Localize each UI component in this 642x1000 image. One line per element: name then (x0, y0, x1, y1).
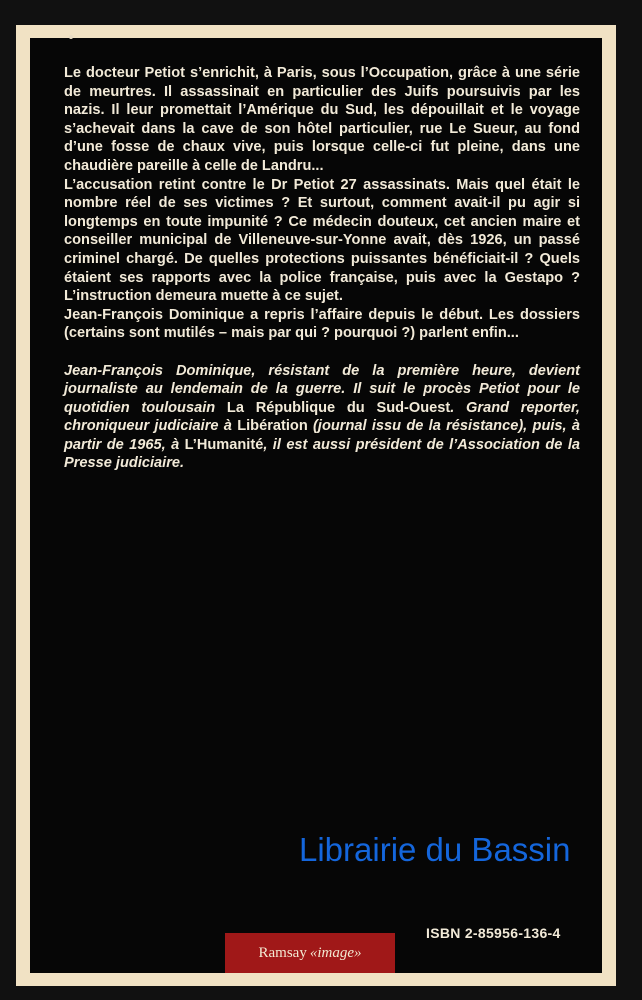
isbn: ISBN 2-85956-136-4 (426, 925, 561, 941)
bio-part-2: . Grand reporter, chroniqueur judiciaire à (64, 399, 580, 435)
bio-newspaper-1: La République du Sud-Ouest (226, 399, 451, 416)
publisher-name: Ramsay (258, 944, 307, 961)
bio-part-4: , il est aussi président de l’Association de la Presse judiciaire. (64, 436, 580, 472)
frame-mark (69, 35, 73, 39)
bio-newspaper-3: L’Humanité (184, 436, 264, 453)
bookshop-watermark: Librairie du Bassin (299, 831, 571, 868)
publisher-series: «image» (309, 944, 362, 961)
bio-part-3: (journal issu de la résistance), puis, à partir de 1965, à (64, 418, 580, 453)
cover-text (64, 64, 580, 473)
blurb-paragraph-2: L’accusation retint contre le Dr Petiot 27 assassinats. Mais quel était le nombre réel de ses victimes ? Et surtout, comment avait-il pu agir si longtemps en toute impunité ? Ce médecin douteux, cet ancien maire et conseiller municipal de Villeneuve-sur-Yonne avait, dès 1926, un passé criminel chargé. De quelles protections puissantes bénéficiait-il ? Quels étaient ses rapports avec la police française, puis avec la Gestapo ? L’instruction demeura muette à ce sujet. (64, 176, 580, 305)
blurb-paragraph-3: Jean-François Dominique a repris l’affaire depuis le début. Les dossiers (certains sont mutilés – mais par qui ? pourquoi ?) parlent enfin... (64, 306, 580, 342)
bio-part-1: Jean-François Dominique, résistant de la première heure, devient journaliste au lendemain de la guerre. Il suit le procès Petiot pour le quotidien toulousain (64, 362, 580, 416)
publisher-logo (225, 933, 395, 973)
blurb-paragraph-1: Le docteur Petiot s’enrichit, à Paris, sous l’Occupation, grâce à une série de meurtres. Il assassinait en particulier des Juifs poursuivis par les nazis. Il leur promettait l’Amérique du Sud, les dépouillait et le voyage s’achevait dans la cave de son hôtel particulier, rue Le Sueur, au fond d’une fosse de chaux vive, puis lorsque celle-ci fut pleine, dans une chaudière pareille à celle de Landru... (64, 65, 580, 174)
bio-newspaper-2: Libération (237, 418, 308, 435)
author-bio (64, 362, 580, 474)
